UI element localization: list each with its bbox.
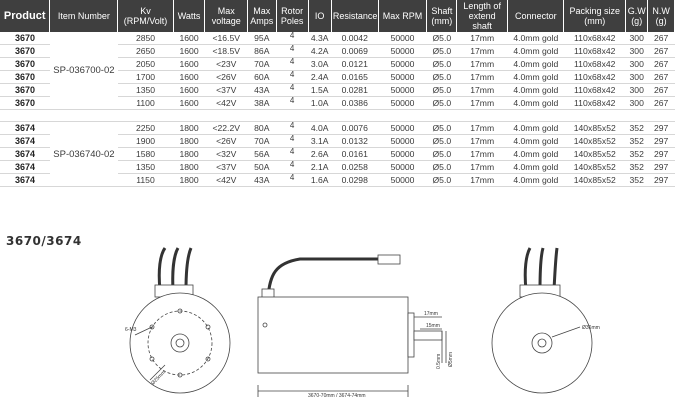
table-cell: 4: [276, 58, 308, 71]
table-cell: 0.0076: [331, 122, 378, 135]
table-cell: <26V: [205, 71, 247, 84]
table-cell: 4.0mm gold: [508, 174, 564, 187]
table-cell: 4.0mm gold: [508, 32, 564, 45]
table-cell: 4.0mm gold: [508, 148, 564, 161]
column-header: G.W (g): [626, 0, 648, 32]
table-cell: 4.0mm gold: [508, 71, 564, 84]
table-cell: <16.5V: [205, 32, 247, 45]
table-cell: 2850: [118, 32, 173, 45]
table-cell: 2.4A: [308, 71, 331, 84]
table-cell: 50000: [378, 45, 427, 58]
column-header: IO: [308, 0, 331, 32]
table-cell: 4.0A: [308, 122, 331, 135]
column-header: Item Number: [50, 0, 118, 32]
table-cell: 1800: [173, 174, 205, 187]
table-cell: 17mm: [457, 84, 508, 97]
column-header: Max Amps: [247, 0, 276, 32]
body-dia-label: Ø36mm: [582, 325, 600, 331]
table-cell: 1.0A: [308, 97, 331, 110]
table-cell: 0.0298: [331, 174, 378, 187]
table-cell: 297: [648, 135, 675, 148]
table-cell: 3674: [0, 122, 50, 135]
table-cell: 17mm: [457, 148, 508, 161]
table-cell: 1600: [173, 45, 205, 58]
motor-drawings: [0, 245, 675, 411]
table-cell: 60A: [247, 71, 276, 84]
table-cell: 110x68x42: [564, 45, 626, 58]
table-cell: 0.0165: [331, 71, 378, 84]
table-cell: 4: [276, 97, 308, 110]
table-cell: 95A: [247, 32, 276, 45]
table-cell: <23V: [205, 58, 247, 71]
table-cell: 17mm: [457, 135, 508, 148]
table-cell: 297: [648, 161, 675, 174]
flat-depth-label: 0.5mm: [436, 353, 442, 369]
table-cell: 267: [648, 97, 675, 110]
table-cell: 43A: [247, 84, 276, 97]
table-row: [0, 122, 675, 135]
table-cell: 17mm: [457, 32, 508, 45]
diagram-title: 3670/3674: [6, 234, 82, 248]
table-cell: 1700: [118, 71, 173, 84]
table-cell: 4: [276, 135, 308, 148]
table-cell: 4.0mm gold: [508, 58, 564, 71]
table-cell: 17mm: [457, 45, 508, 58]
shaft-dia-label: Ø5mm: [448, 352, 454, 367]
rear-view-drawing: [492, 248, 592, 393]
column-header: Connector: [508, 0, 564, 32]
table-cell: 50000: [378, 135, 427, 148]
table-cell: 4.0mm gold: [508, 97, 564, 110]
table-cell: 4.0mm gold: [508, 45, 564, 58]
table-cell: 267: [648, 84, 675, 97]
table-cell: Ø5.0: [427, 174, 457, 187]
table-cell: 70A: [247, 135, 276, 148]
table-cell: 0.0042: [331, 32, 378, 45]
table-cell: Ø5.0: [427, 148, 457, 161]
table-cell: 352: [626, 161, 648, 174]
table-cell: 352: [626, 174, 648, 187]
table-cell: Ø5.0: [427, 84, 457, 97]
table-cell: 17mm: [457, 122, 508, 135]
table-cell: 3670: [0, 58, 50, 71]
table-cell: 4: [276, 32, 308, 45]
table-cell: <42V: [205, 97, 247, 110]
table-cell: Ø5.0: [427, 122, 457, 135]
table-cell: 1580: [118, 148, 173, 161]
table-cell: 0.0069: [331, 45, 378, 58]
table-cell: 4.0mm gold: [508, 84, 564, 97]
table-cell: 3670: [0, 71, 50, 84]
table-cell: 17mm: [457, 174, 508, 187]
column-header: Kv (RPM/Volt): [118, 0, 173, 32]
table-cell: 1600: [173, 58, 205, 71]
table-cell: <37V: [205, 84, 247, 97]
table-cell: 110x68x42: [564, 97, 626, 110]
column-header: Shaft (mm): [427, 0, 457, 32]
table-cell: 297: [648, 122, 675, 135]
hole-label: 6-M3: [125, 327, 137, 333]
table-cell: 267: [648, 58, 675, 71]
table-cell: 17mm: [457, 58, 508, 71]
table-cell: 50000: [378, 71, 427, 84]
table-cell: 17mm: [457, 71, 508, 84]
column-header: Packing size (mm): [564, 0, 626, 32]
table-cell: Ø5.0: [427, 71, 457, 84]
length-label: 3670-70mm / 3674-74mm: [308, 393, 366, 399]
table-cell: 140x85x52: [564, 135, 626, 148]
table-row: [0, 32, 675, 45]
table-cell: 4: [276, 45, 308, 58]
table-cell: 267: [648, 45, 675, 58]
table-cell: <22.2V: [205, 122, 247, 135]
table-cell: <18.5V: [205, 45, 247, 58]
table-cell: 0.0121: [331, 58, 378, 71]
table-cell: 2650: [118, 45, 173, 58]
table-cell: 17mm: [457, 161, 508, 174]
table-cell: 110x68x42: [564, 84, 626, 97]
table-cell: 43A: [247, 174, 276, 187]
table-cell: 3670: [0, 45, 50, 58]
spec-table: [0, 0, 675, 187]
table-cell: 0.0161: [331, 148, 378, 161]
table-cell: <37V: [205, 161, 247, 174]
table-cell: 300: [626, 71, 648, 84]
table-cell: 3.0A: [308, 58, 331, 71]
table-cell: 110x68x42: [564, 58, 626, 71]
table-cell: 300: [626, 84, 648, 97]
table-cell: 300: [626, 97, 648, 110]
table-cell: 4: [276, 122, 308, 135]
table-cell: 50000: [378, 84, 427, 97]
table-cell: 4.2A: [308, 45, 331, 58]
table-cell: 267: [648, 32, 675, 45]
table-cell: 1800: [173, 148, 205, 161]
table-cell: 300: [626, 58, 648, 71]
table-cell: 3670: [0, 84, 50, 97]
table-cell: 4: [276, 161, 308, 174]
table-cell: <42V: [205, 174, 247, 187]
table-cell: 50000: [378, 174, 427, 187]
table-cell: 56A: [247, 148, 276, 161]
table-cell: 0.0258: [331, 161, 378, 174]
column-header: Max voltage: [205, 0, 247, 32]
table-cell: 3674: [0, 148, 50, 161]
table-cell: 4: [276, 148, 308, 161]
table-cell: 1800: [173, 161, 205, 174]
table-cell: 3674: [0, 174, 50, 187]
table-cell: Ø5.0: [427, 97, 457, 110]
table-cell: 1900: [118, 135, 173, 148]
table-cell: 300: [626, 45, 648, 58]
table-cell: 4.0mm gold: [508, 161, 564, 174]
table-cell: 86A: [247, 45, 276, 58]
table-cell: 80A: [247, 122, 276, 135]
shaft-flat-label: 15mm: [426, 323, 440, 329]
table-cell: 3670: [0, 97, 50, 110]
side-view-drawing: [258, 255, 446, 397]
table-cell: 140x85x52: [564, 122, 626, 135]
table-cell: 1350: [118, 161, 173, 174]
column-header: Rotor Poles: [276, 0, 308, 32]
column-header: Product: [0, 0, 50, 32]
table-cell: 140x85x52: [564, 161, 626, 174]
table-cell: <32V: [205, 148, 247, 161]
item-number-cell: SP-036740-02: [50, 122, 118, 187]
table-cell: 3.1A: [308, 135, 331, 148]
table-cell: 4: [276, 71, 308, 84]
column-header: Max RPM: [378, 0, 427, 32]
table-cell: 297: [648, 148, 675, 161]
table-cell: 50000: [378, 97, 427, 110]
table-cell: 2.1A: [308, 161, 331, 174]
table-cell: 50000: [378, 161, 427, 174]
table-cell: 1600: [173, 71, 205, 84]
table-cell: 50000: [378, 122, 427, 135]
table-cell: 110x68x42: [564, 71, 626, 84]
group-spacer-row: [0, 110, 675, 122]
table-cell: 267: [648, 71, 675, 84]
table-cell: 140x85x52: [564, 174, 626, 187]
table-cell: 1600: [173, 32, 205, 45]
table-cell: <26V: [205, 135, 247, 148]
table-cell: Ø5.0: [427, 58, 457, 71]
table-cell: Ø5.0: [427, 135, 457, 148]
shaft-ext-label: 17mm: [424, 311, 438, 317]
table-cell: 1350: [118, 84, 173, 97]
table-cell: Ø5.0: [427, 45, 457, 58]
table-cell: 1800: [173, 135, 205, 148]
table-cell: 50000: [378, 32, 427, 45]
table-cell: 297: [648, 174, 675, 187]
table-cell: 4.0mm gold: [508, 135, 564, 148]
table-body: [0, 32, 675, 187]
table-cell: 352: [626, 122, 648, 135]
table-cell: 0.0281: [331, 84, 378, 97]
table-cell: 352: [626, 148, 648, 161]
table-cell: 1.5A: [308, 84, 331, 97]
table-cell: 4.3A: [308, 32, 331, 45]
table-cell: 50000: [378, 58, 427, 71]
table-cell: 3674: [0, 161, 50, 174]
table-cell: 1150: [118, 174, 173, 187]
table-cell: 2250: [118, 122, 173, 135]
table-cell: 2050: [118, 58, 173, 71]
table-cell: 0.0132: [331, 135, 378, 148]
table-cell: 3674: [0, 135, 50, 148]
table-cell: 4: [276, 84, 308, 97]
column-header: Resistance: [331, 0, 378, 32]
table-cell: 50000: [378, 148, 427, 161]
table-cell: 50A: [247, 161, 276, 174]
table-header-row: [0, 0, 675, 32]
table-cell: 352: [626, 135, 648, 148]
table-cell: 1.6A: [308, 174, 331, 187]
table-cell: Ø5.0: [427, 161, 457, 174]
table-cell: 0.0386: [331, 97, 378, 110]
table-cell: 2.6A: [308, 148, 331, 161]
table-cell: 1100: [118, 97, 173, 110]
column-header: N.W (g): [648, 0, 675, 32]
table-cell: 70A: [247, 58, 276, 71]
table-cell: 1600: [173, 84, 205, 97]
table-cell: Ø5.0: [427, 32, 457, 45]
table-cell: 4.0mm gold: [508, 122, 564, 135]
table-cell: 4: [276, 174, 308, 187]
table-cell: 17mm: [457, 97, 508, 110]
table-cell: 140x85x52: [564, 148, 626, 161]
bolt-circle-label: Ø25mm: [150, 369, 167, 387]
table-cell: 38A: [247, 97, 276, 110]
table-cell: 1600: [173, 97, 205, 110]
table-cell: 110x68x42: [564, 32, 626, 45]
column-header: Length of extend shaft: [457, 0, 508, 32]
item-number-cell: SP-036700-02: [50, 32, 118, 110]
front-view-drawing: [130, 248, 230, 393]
column-header: Watts: [173, 0, 205, 32]
table-cell: 1800: [173, 122, 205, 135]
table-cell: 3670: [0, 32, 50, 45]
table-cell: 300: [626, 32, 648, 45]
